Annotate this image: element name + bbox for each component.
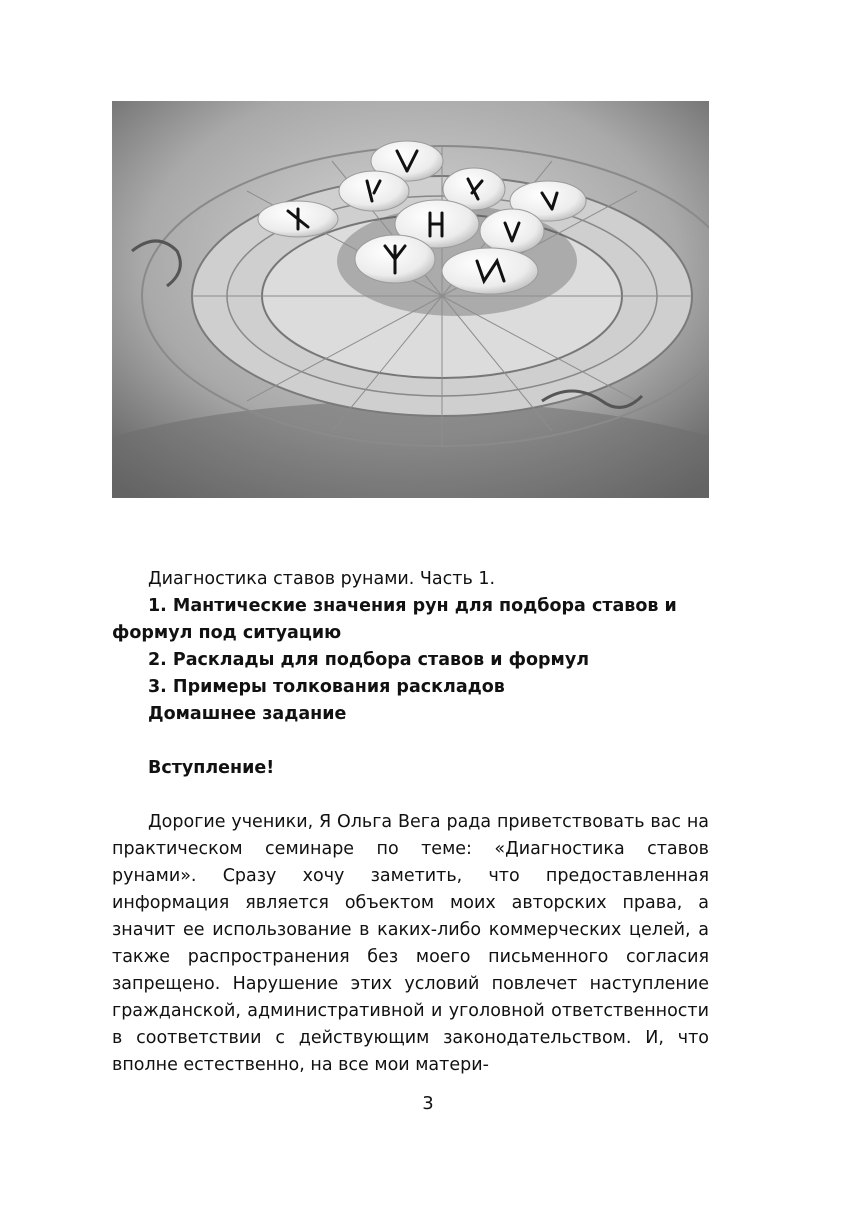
page-content bbox=[112, 566, 709, 1079]
rune-stones-on-zodiac-chart-icon bbox=[112, 101, 709, 498]
body-paragraph: Дорогие ученики, Я Ольга Вега рада приветствовать вас на практическом семинаре по теме: «Диагностика ставов рунами». Сразу хочу заметить, что предоставленная информация является объектом моих авторских права, а значит ее использование в каких-либо коммерческих целей, а также распространения без моего письменного согласия запрещено. Нарушение этих условий повлечет наступление гражданской, административной и уголовной ответственности в соответствии с действующим законодательством. И, что вполне естественно, на все мои матери- bbox=[112, 812, 709, 1075]
toc-item-homework: Домашнее задание bbox=[148, 704, 347, 724]
intro-heading: Вступление! bbox=[148, 758, 275, 778]
toc-item-3: 3. Примеры толкования раскладов bbox=[148, 677, 505, 697]
toc-item-2: 2. Расклады для подбора ставов и формул bbox=[148, 650, 590, 670]
toc-item-1: 1. Мантические значения рун для подбора ставов и формул под ситуацию bbox=[112, 596, 677, 643]
rune-stones-photo bbox=[112, 101, 709, 498]
page-number: 3 bbox=[422, 1093, 434, 1114]
toc-title: Диагностика ставов рунами. Часть 1. bbox=[148, 569, 496, 589]
